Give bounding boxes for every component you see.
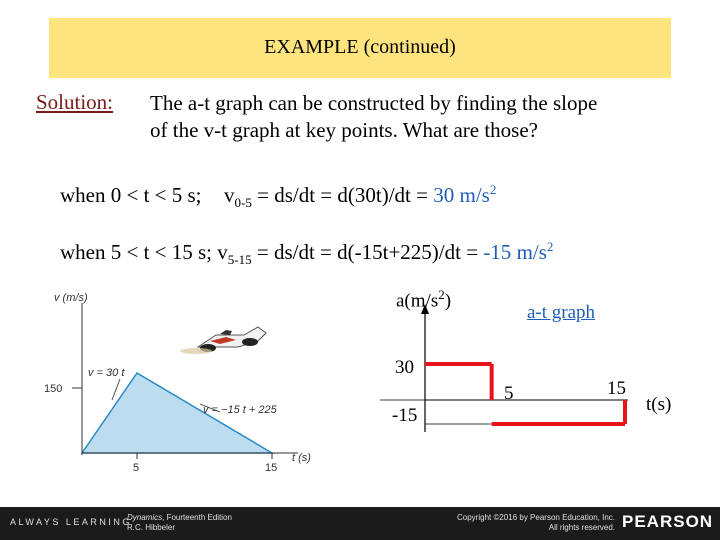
footer-copyright-line-2: All rights reserved. <box>548 523 615 532</box>
at-graph-xlabel: t(s) <box>646 394 672 415</box>
equation-2-v: v <box>217 240 228 264</box>
at-graph-title: a-t graph <box>527 302 596 323</box>
at-graph-y-neg-label: -15 <box>392 405 418 426</box>
vt-graph-ylabel: v (m/s) <box>54 292 88 304</box>
at-graph-ylabel-text: a(m/s <box>396 290 439 312</box>
at-graph-y-pos-label: 30 <box>395 357 414 378</box>
equation-2-value: -15 <box>483 240 512 264</box>
footer-brand-left: ALWAYS LEARNING <box>10 517 132 527</box>
vt-graph-label-rise: v = 30 t <box>88 367 125 379</box>
footer-brand-right: PEARSON <box>622 512 714 531</box>
vt-graph <box>40 285 330 480</box>
solution-line-2: of the v-t graph at key points. What are those? <box>150 118 538 142</box>
footer-book-edition: , Fourteenth Edition <box>162 513 232 522</box>
solution-label: Solution: <box>36 90 114 114</box>
vt-graph-xlabel: t (s) <box>292 452 311 464</box>
at-graph-ylabel-sup: 2 <box>438 287 445 302</box>
footer-copyright <box>410 513 615 533</box>
equation-2-expr: = ds/dt = d(-15t+225)/dt = <box>251 240 484 264</box>
vt-graph-rise-leader <box>112 379 120 400</box>
at-graph-x-mid-label: 5 <box>504 383 514 404</box>
footer-copyright-line-1: Copyright ©2016 by Pearson Education, Inc. <box>457 513 615 522</box>
equation-1 <box>60 176 496 216</box>
footer-author: R.C. Hibbeler <box>127 523 176 532</box>
equation-1-expr: = ds/dt = d(30t)/dt = <box>251 183 434 207</box>
equation-2-unit <box>517 240 554 264</box>
footer-book <box>127 513 232 533</box>
at-graph-ylabel <box>396 287 451 312</box>
race-car-image <box>180 327 266 354</box>
slide-title: EXAMPLE (continued) <box>264 36 456 58</box>
equation-1-unit-text: m/s <box>459 183 490 207</box>
vt-graph-x-tick-label-5: 5 <box>133 462 140 474</box>
footer-book-title: Dynamics <box>127 513 163 522</box>
equation-1-v: v <box>224 183 235 207</box>
equation-1-condition: when 0 < t < 5 s; <box>60 183 202 207</box>
at-graph-ylabel-close: ) <box>444 290 452 312</box>
at-graph-x-end-label: 15 <box>607 378 626 399</box>
equation-1-v-sub: 0-5 <box>234 195 252 211</box>
equation-2-unit-sup: 2 <box>546 239 554 254</box>
equation-1-unit <box>459 183 496 207</box>
equation-2-condition: when 5 < t < 15 s; <box>60 240 213 264</box>
vt-graph-y-tick-label: 150 <box>44 383 63 395</box>
equation-2-unit-text: m/s <box>516 240 547 264</box>
equation-2-v-sub: 5-15 <box>227 252 252 268</box>
vt-graph-x-tick-label-15: 15 <box>265 462 278 474</box>
equation-1-unit-sup: 2 <box>489 182 497 197</box>
equation-2 <box>60 233 553 273</box>
equation-1-value: 30 <box>433 183 455 207</box>
at-graph-segments <box>425 364 625 424</box>
solution-line-1: The a-t graph can be constructed by finding the slope <box>150 91 598 115</box>
vt-graph-label-fall: v = −15 t + 225 <box>203 404 277 416</box>
